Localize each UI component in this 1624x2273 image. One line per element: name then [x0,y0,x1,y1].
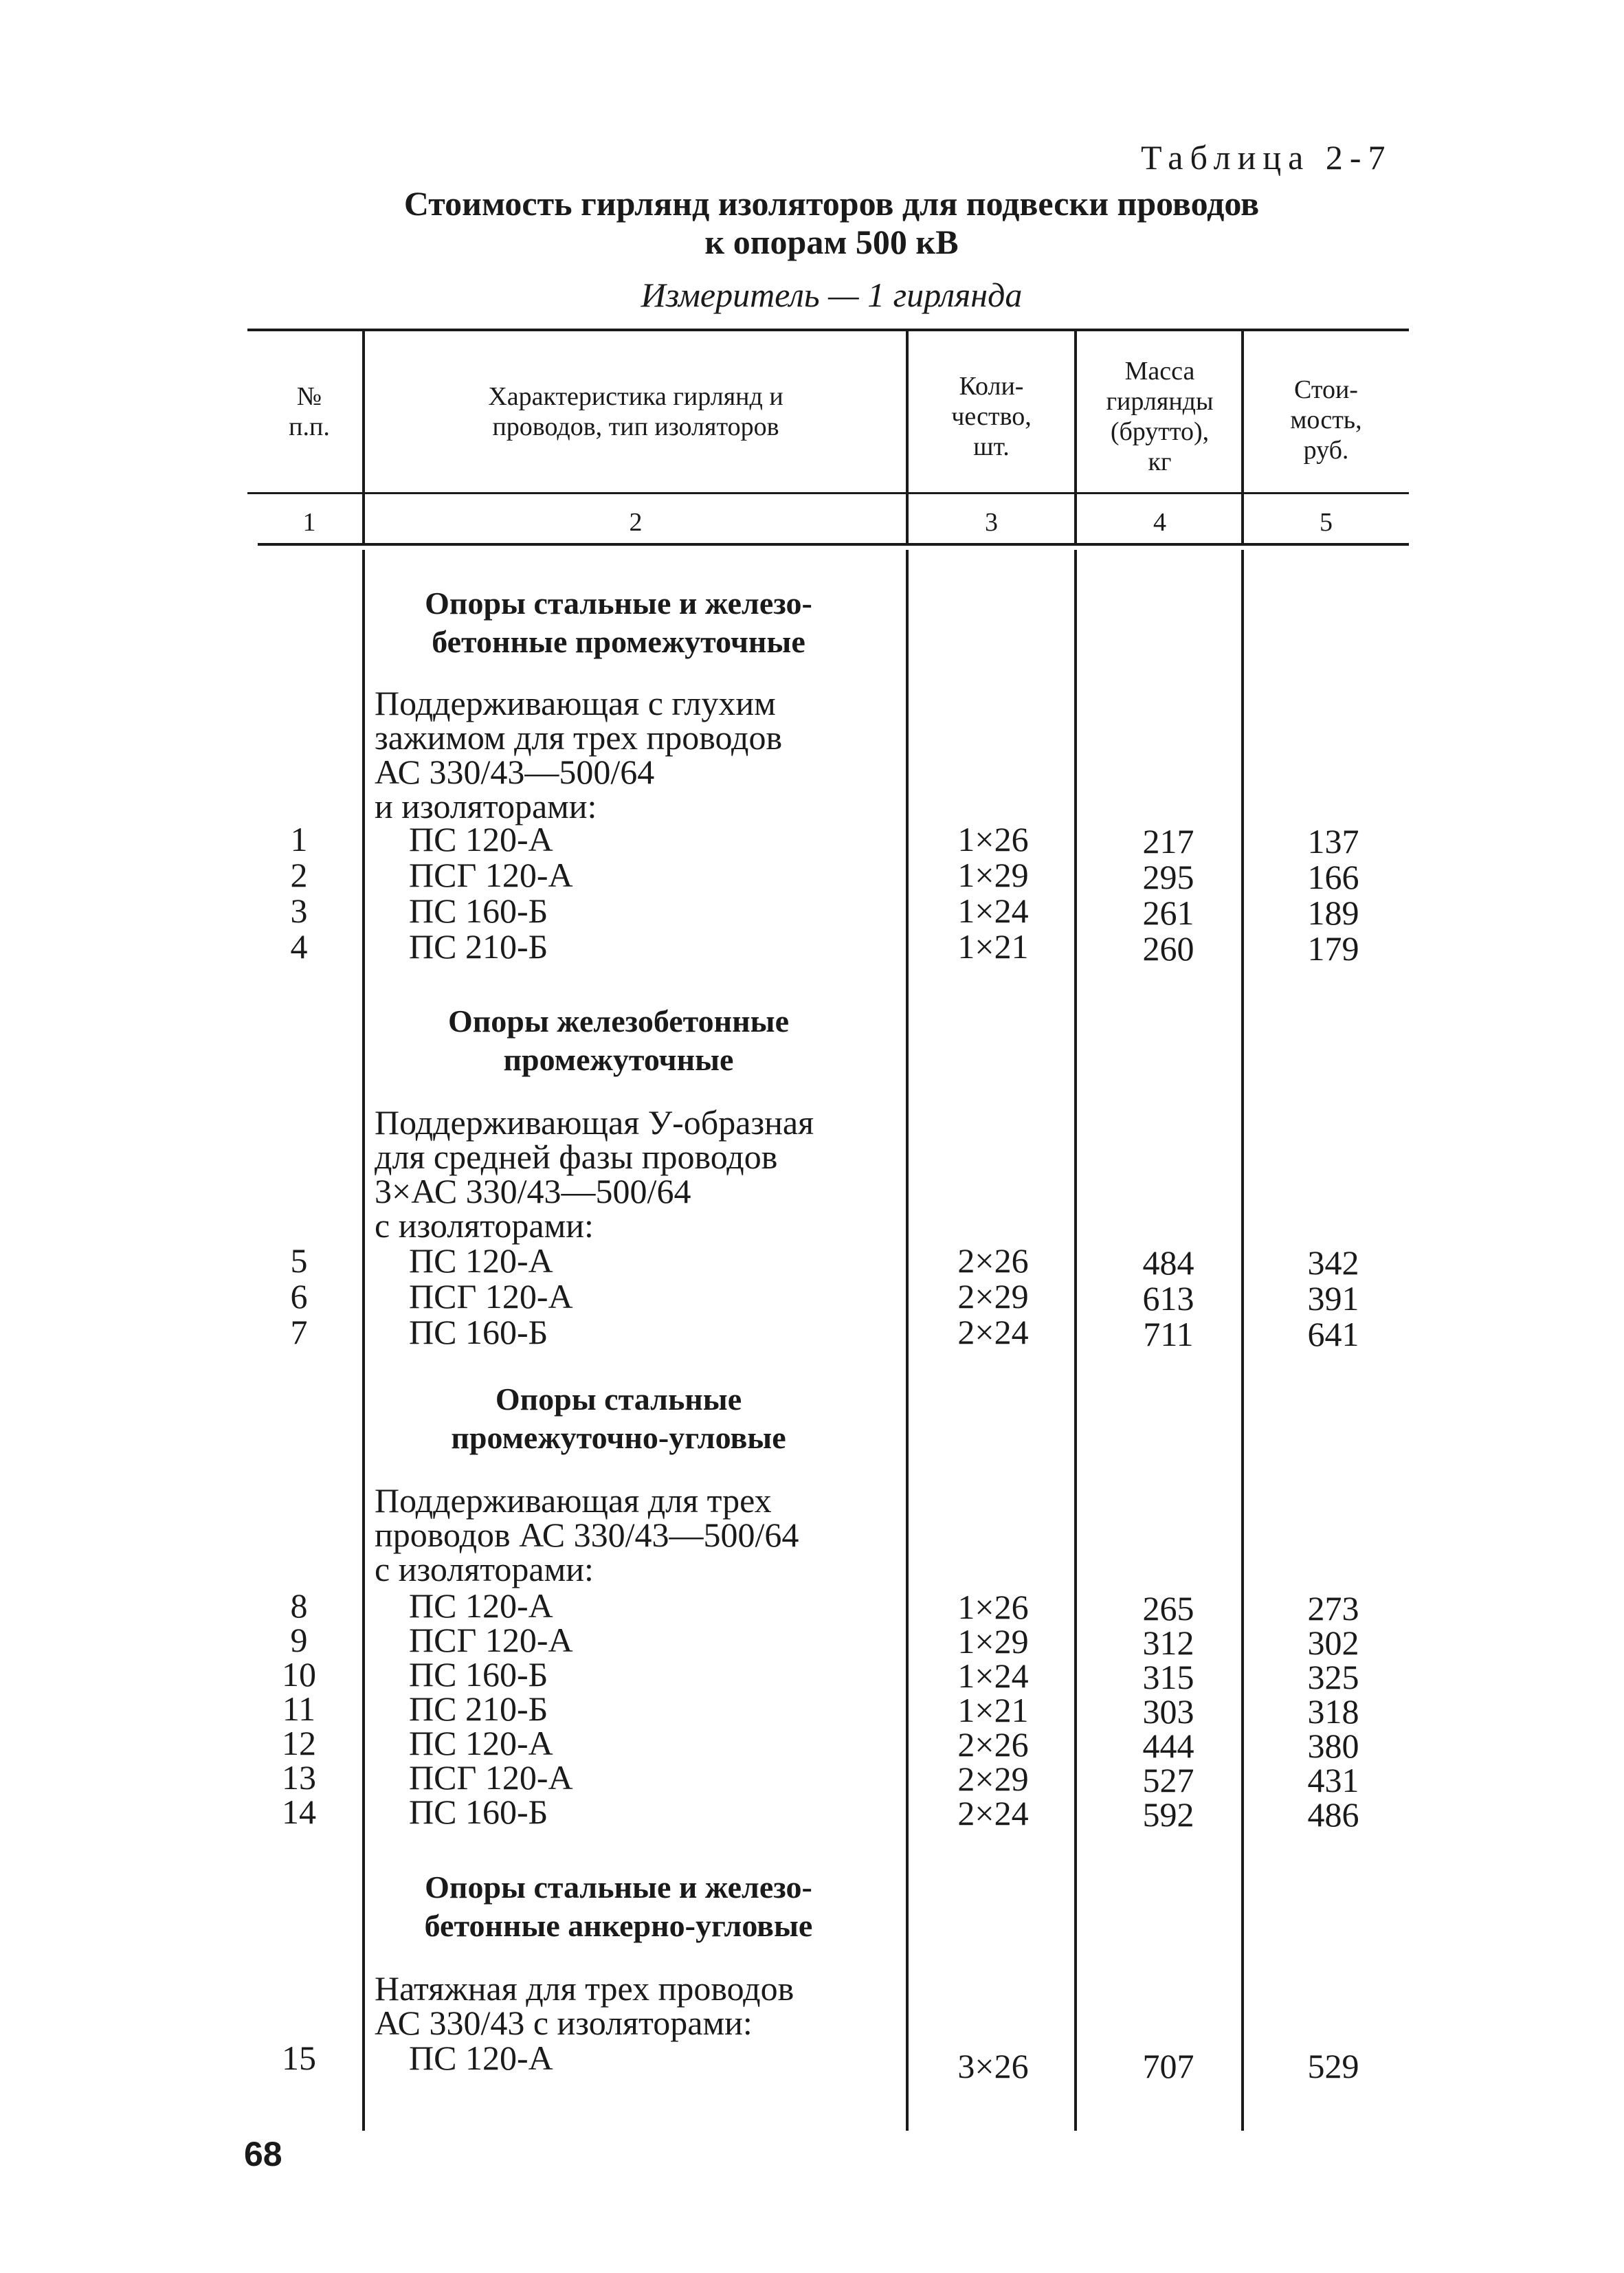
cost: 342 [1307,1243,1359,1282]
insulator-type: ПС 120-А [409,1586,553,1625]
mass: 711 [1143,1315,1194,1353]
quantity: 1×26 [957,820,1029,858]
quantity: 2×29 [957,1277,1029,1316]
row-number: 6 [290,1277,308,1316]
section-description: Поддерживающая с глухим зажимом для трех проводов АС 330/43—500/64 и изоляторами: [375,684,783,825]
section-description: Поддерживающая для трех проводов АС 330/43—500/64 с изоляторами: [375,1481,799,1588]
row-number: 1 [290,820,308,858]
row-number: 8 [290,1586,308,1625]
quantity: 1×21 [957,927,1029,966]
col-divider-4 [1241,330,1244,543]
cost: 318 [1307,1692,1359,1731]
insulator-type: ПСГ 120-А [409,856,573,894]
cost: 166 [1307,858,1359,896]
mass: 303 [1142,1692,1194,1731]
quantity: 1×26 [957,1588,1029,1626]
header-quantity: Коли- чество, шт. [951,372,1032,461]
mass: 265 [1142,1589,1194,1628]
section-description: Натяжная для трех проводов АС 330/43 с изоляторами: [375,1969,794,2042]
mass: 261 [1142,894,1194,932]
column-number-2: 2 [629,508,643,537]
mass: 592 [1142,1795,1194,1834]
cost: 179 [1307,929,1359,968]
cost: 486 [1307,1795,1359,1834]
col-divider-2 [906,330,909,543]
page-number: 68 [244,2135,282,2173]
table-label: Таблица 2-7 [1141,138,1392,177]
quantity: 1×24 [957,1656,1029,1695]
section-title: Опоры стальные промежуточно-угловые [451,1382,786,1455]
insulator-type: ПС 120-А [409,1241,553,1280]
quantity: 1×29 [957,1622,1029,1661]
insulator-type: ПС 210-Б [409,1689,548,1728]
row-number: 3 [290,891,308,930]
section-description: Поддерживающая У-образная для средней фазы проводов 3×АС 330/43—500/64 с изоляторами: [375,1103,814,1245]
row-number: 10 [282,1655,316,1694]
mass: 444 [1142,1727,1194,1765]
quantity: 2×24 [957,1794,1029,1832]
body-col-divider-2 [906,550,909,2131]
mass: 484 [1142,1243,1194,1282]
quantity: 2×24 [957,1313,1029,1351]
cost: 641 [1307,1315,1359,1353]
col-divider-1 [362,330,365,543]
body-col-divider-3 [1074,550,1077,2131]
section-title: Опоры стальные и железо- бетонные промежуточные [425,586,812,659]
header-description: Характеристика гирлянд и проводов, тип изоляторов [488,382,783,441]
table-title-line2: к опорам 500 кВ [704,223,959,261]
mass: 217 [1142,822,1194,861]
quantity: 1×21 [957,1691,1029,1729]
row-number: 14 [282,1793,316,1831]
mass: 315 [1142,1658,1194,1696]
quantity: 3×26 [957,2047,1029,2085]
header-number: № п.п. [289,382,330,441]
mass: 295 [1142,858,1194,896]
table-title-line1: Стоимость гирлянд изоляторов для подвески проводов [403,184,1260,223]
column-number-4: 4 [1153,508,1166,537]
mass: 613 [1142,1279,1194,1318]
cost: 325 [1307,1658,1359,1696]
row-number: 15 [282,2039,316,2077]
row-number: 5 [290,1241,308,1280]
mass: 312 [1142,1623,1194,1662]
row-number: 7 [290,1313,308,1351]
mass: 260 [1142,929,1194,968]
insulator-type: ПС 160-Б [409,1793,548,1831]
insulator-type: ПСГ 120-А [409,1758,573,1797]
row-number: 13 [282,1758,316,1797]
header-mass: Масса гирлянды (брутто), кг [1106,357,1214,476]
column-number-5: 5 [1320,508,1333,537]
row-number: 4 [290,927,308,966]
row-number: 11 [282,1689,316,1728]
quantity: 1×24 [957,891,1029,930]
insulator-type: ПСГ 120-А [409,1621,573,1659]
row-number: 9 [290,1621,308,1659]
column-numbers-rule [258,543,1409,546]
insulator-type: ПС 120-А [409,820,553,858]
insulator-type: ПС 210-Б [409,927,548,966]
column-number-1: 1 [302,508,316,537]
cost: 137 [1307,822,1359,861]
cost: 189 [1307,894,1359,932]
mass: 707 [1142,2047,1194,2085]
quantity: 2×29 [957,1760,1029,1798]
insulator-type: ПС 160-Б [409,891,548,930]
section-title: Опоры железобетонные промежуточные [447,1004,790,1077]
header-cost: Стои- мость, руб. [1290,375,1362,465]
mass: 527 [1142,1761,1194,1799]
cost: 391 [1307,1279,1359,1318]
insulator-type: ПС 160-Б [409,1313,548,1351]
unit-of-measure: Измеритель — 1 гирлянда [641,276,1023,314]
row-number: 2 [290,856,308,894]
quantity: 2×26 [957,1725,1029,1764]
quantity: 2×26 [957,1241,1029,1280]
insulator-type: ПС 120-А [409,2039,553,2077]
section-title: Опоры стальные и железо- бетонные анкерно-угловые [424,1870,813,1943]
table-top-rule [247,329,1409,331]
cost: 431 [1307,1761,1359,1799]
cost: 302 [1307,1623,1359,1662]
row-number: 12 [282,1724,316,1762]
quantity: 1×29 [957,856,1029,894]
column-number-3: 3 [985,508,998,537]
insulator-type: ПС 120-А [409,1724,553,1762]
cost: 529 [1307,2047,1359,2085]
header-bottom-rule [247,492,1409,494]
insulator-type: ПС 160-Б [409,1655,548,1694]
cost: 273 [1307,1589,1359,1628]
cost: 380 [1307,1727,1359,1765]
insulator-type: ПСГ 120-А [409,1277,573,1316]
col-divider-3 [1074,330,1077,543]
